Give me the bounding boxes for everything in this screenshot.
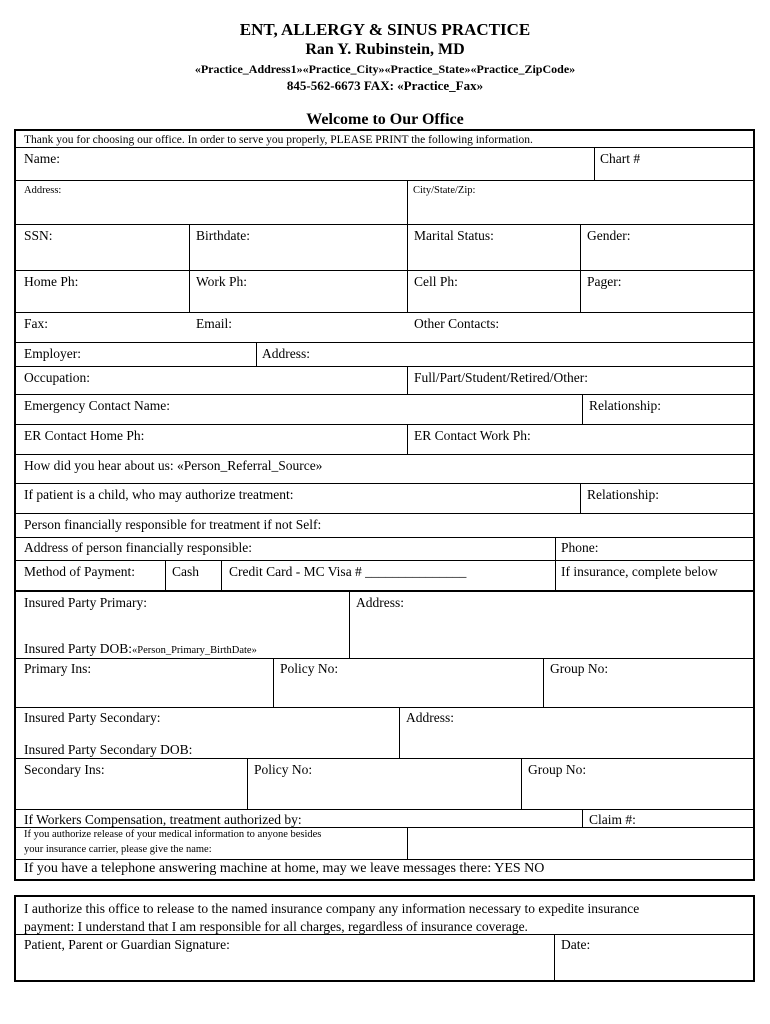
col-divider (580, 484, 581, 514)
patient-form-box (14, 129, 755, 881)
practice-address: «Practice_Address1»«Practice_City»«Practice_State»«Practice_ZipCode» (194, 62, 576, 76)
date-label: Date: (561, 937, 591, 952)
pager-label: Pager: (587, 274, 622, 289)
financially-responsible-label: Person financially responsible for treatment if not Self: (24, 517, 322, 532)
row-divider (14, 513, 755, 514)
col-divider (407, 181, 408, 313)
cell-phone-label: Cell Ph: (414, 274, 458, 289)
secondary-group-label: Group No: (528, 762, 587, 777)
secondary-ins-label: Secondary Ins: (24, 762, 105, 777)
section-divider (14, 590, 755, 592)
row-divider (14, 934, 755, 935)
primary-policy-label: Policy No: (280, 661, 339, 676)
col-divider (543, 659, 544, 708)
answering-machine-label: If you have a telephone answering machine at home, may we leave messages there: YES NO (24, 861, 545, 876)
er-work-phone-label: ER Contact Work Ph: (414, 428, 531, 443)
insured-secondary-address-label: Address: (406, 710, 454, 725)
payment-method-label: Method of Payment: (24, 564, 135, 579)
ssn-label: SSN: (24, 228, 53, 243)
er-home-phone-label: ER Contact Home Ph: (24, 428, 145, 443)
emergency-relationship-label: Relationship: (589, 398, 661, 413)
cash-option: Cash (172, 564, 199, 579)
row-divider (14, 394, 755, 395)
authorization-line1: I authorize this office to release to the named insurance company any information necessary to expedite insurance (24, 901, 640, 916)
emergency-contact-label: Emergency Contact Name: (24, 398, 170, 413)
col-divider (582, 810, 583, 828)
address-label: Address: (24, 185, 62, 196)
row-divider (14, 537, 755, 538)
responsible-phone-label: Phone: (561, 540, 599, 555)
occupation-label: Occupation: (24, 370, 90, 385)
email-label: Email: (196, 316, 232, 331)
child-relationship-label: Relationship: (587, 487, 659, 502)
birthdate-label: Birthdate: (196, 228, 250, 243)
col-divider (554, 935, 555, 980)
fax-label: Fax: (24, 316, 49, 331)
employer-address-label: Address: (262, 346, 310, 361)
intro-text: Thank you for choosing our office. In order to serve you properly, PLEASE PRINT the following information. (24, 134, 533, 146)
release-info-line1: If you authorize release of your medical information to anyone besides (24, 829, 322, 840)
welcome-title: Welcome to Our Office (306, 111, 464, 128)
employer-label: Employer: (24, 346, 81, 361)
gender-label: Gender: (587, 228, 631, 243)
responsible-address-label: Address of person financially responsible: (24, 540, 252, 555)
city-state-zip-label: City/State/Zip: (413, 185, 476, 196)
insured-dob-label-text: Insured Party DOB: (24, 641, 132, 656)
release-info-line2: your insurance carrier, please give the name: (24, 844, 212, 855)
col-divider (580, 225, 581, 313)
row-divider (14, 809, 755, 810)
col-divider (407, 828, 408, 860)
col-divider (399, 708, 400, 759)
insured-primary-address-label: Address: (356, 595, 404, 610)
row-divider (14, 270, 755, 271)
col-divider (349, 591, 350, 659)
work-phone-label: Work Ph: (196, 274, 248, 289)
insurance-note: If insurance, complete below (561, 564, 718, 579)
authorization-line2: payment: I understand that I am responsible for all charges, regardless of insurance coverage. (24, 919, 528, 934)
insured-primary-label: Insured Party Primary: (24, 595, 147, 610)
insured-dob-value: «Person_Primary_BirthDate» (132, 645, 257, 656)
workers-comp-label: If Workers Compensation, treatment authorized by: (24, 812, 302, 827)
claim-number-label: Claim #: (589, 812, 636, 827)
col-divider (407, 367, 408, 395)
row-divider (14, 424, 755, 425)
insured-secondary-dob-label: Insured Party Secondary DOB: (24, 742, 193, 757)
col-divider (582, 395, 583, 425)
child-authorize-label: If patient is a child, who may authorize treatment: (24, 487, 294, 502)
signature-label: Patient, Parent or Guardian Signature: (24, 937, 230, 952)
other-contacts-label: Other Contacts: (414, 316, 500, 331)
credit-card-option: Credit Card - MC Visa # _______________ (229, 564, 467, 579)
row-divider (14, 827, 755, 828)
employment-status-label: Full/Part/Student/Retired/Other: (414, 370, 588, 385)
marital-status-label: Marital Status: (414, 228, 494, 243)
referral-label: How did you hear about us: «Person_Referral_Source» (24, 458, 323, 473)
row-divider (14, 224, 755, 225)
row-divider (14, 312, 755, 313)
col-divider (165, 561, 166, 591)
name-label: Name: (24, 151, 60, 166)
row-divider (14, 366, 755, 367)
home-phone-label: Home Ph: (24, 274, 79, 289)
row-divider (14, 560, 755, 561)
primary-group-label: Group No: (550, 661, 609, 676)
row-divider (14, 707, 755, 708)
col-divider (189, 225, 190, 313)
col-divider (555, 538, 556, 591)
col-divider (221, 561, 222, 591)
doctor-name: Ran Y. Rubinstein, MD (305, 41, 465, 58)
practice-name: ENT, ALLERGY & SINUS PRACTICE (239, 20, 531, 39)
insured-dob-label (24, 642, 257, 657)
col-divider (256, 343, 257, 367)
col-divider (247, 759, 248, 810)
practice-phone-fax: 845-562-6673 FAX: «Practice_Fax» (286, 78, 484, 93)
insured-secondary-label: Insured Party Secondary: (24, 710, 161, 725)
row-divider (14, 342, 755, 343)
col-divider (521, 759, 522, 810)
col-divider (273, 659, 274, 708)
row-divider (14, 483, 755, 484)
secondary-policy-label: Policy No: (254, 762, 313, 777)
row-divider (14, 859, 755, 860)
row-divider (14, 180, 755, 181)
row-divider (14, 147, 755, 148)
col-divider (594, 148, 595, 181)
chart-number-label: Chart # (600, 151, 641, 166)
primary-ins-label: Primary Ins: (24, 661, 92, 676)
row-divider (14, 658, 755, 659)
row-divider (14, 454, 755, 455)
col-divider (407, 425, 408, 455)
row-divider (14, 758, 755, 759)
